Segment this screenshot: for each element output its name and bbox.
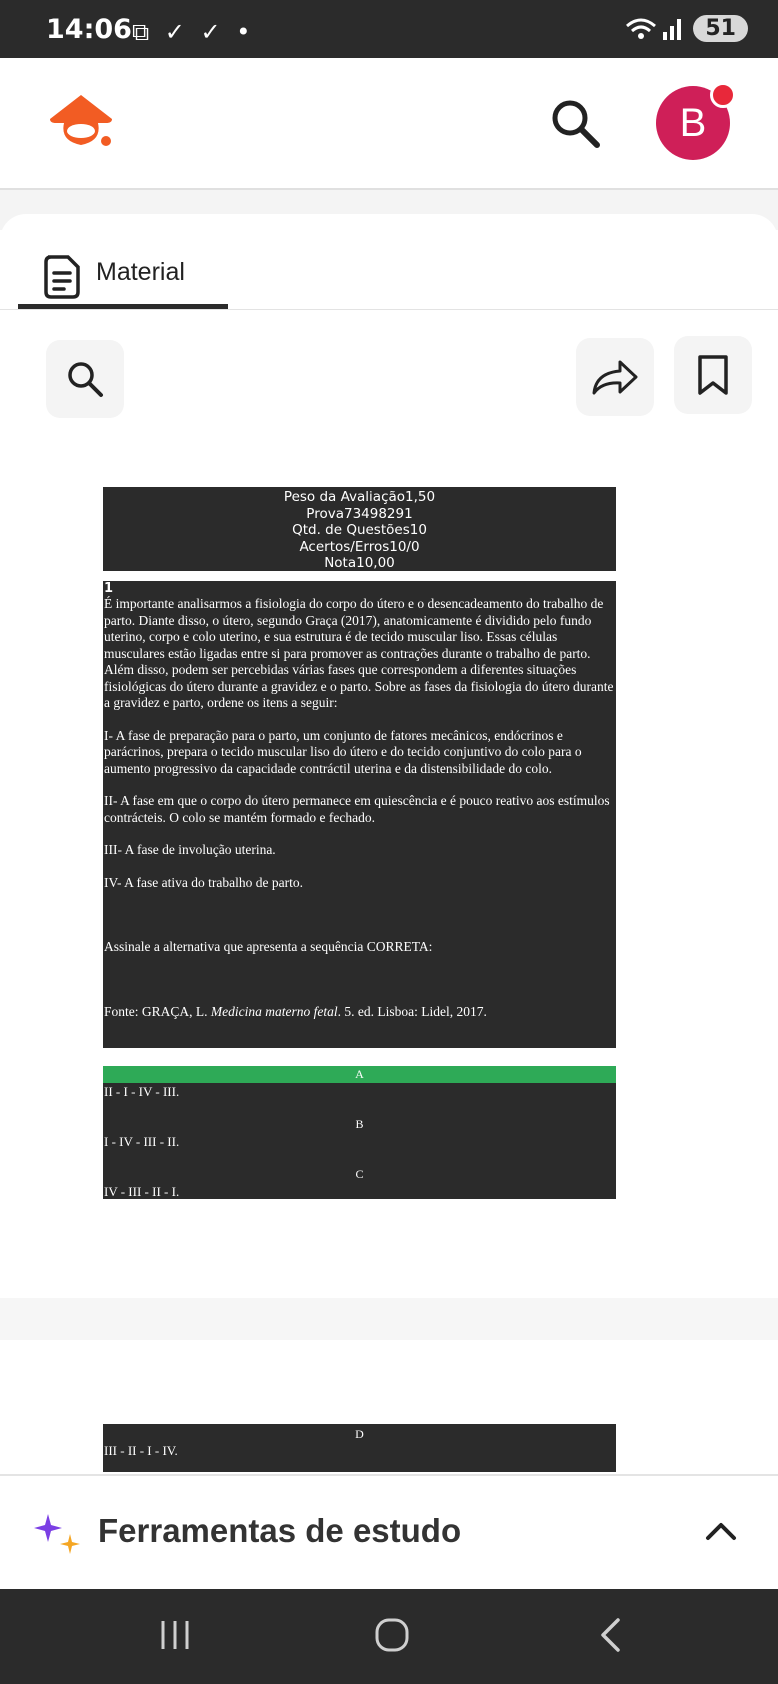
option-d-text: III - II - I - IV. — [104, 1443, 178, 1458]
summary-question-count: Qtd. de Questões10 — [292, 522, 427, 538]
question-item-3: III- A fase de involução uterina. — [104, 842, 276, 857]
search-icon — [65, 359, 105, 399]
system-nav-bar — [0, 1589, 778, 1684]
wifi-signal-icon — [625, 16, 683, 42]
source-title: Medicina materno fetal — [210, 1003, 338, 1019]
question-intro: É importante analisarmos a fisiologia do corpo do útero e o desencadeamento do trabalho de parto. Diante disso, o útero, segundo Graça (2017), anatomicamente é dividido pelo fundo uterino, corpo e colo uterino, e sua estrutura é de tecido muscular liso. Essas células musculares estão ligadas entre si para promover as contrações durante o trabalho de parto. Além disso, podem ser percebidas várias fases que correspondem a diferentes situações fisiológicas do útero durante a gravidez e o parto. Sobre as fases da fisiologia do útero durante a gravidez e parto, ordene os itens a seguir: — [104, 596, 614, 710]
answer-options — [103, 1066, 616, 1199]
chevron-up-icon[interactable] — [704, 1520, 738, 1542]
summary-exam: Prova73498291 — [306, 505, 413, 522]
brand-logo-icon[interactable] — [48, 93, 114, 149]
tab-material-label: Material — [96, 258, 185, 286]
page-gap — [0, 1298, 778, 1340]
battery-indicator: 51 — [693, 15, 748, 42]
notification-dot — [710, 82, 736, 108]
question-item-1: I- A fase de preparação para o parto, um conjunto de fatores mecânicos, endócrinos e parácrinos, prepara o tecido muscular liso do útero e do tecido conjuntivo do colo para o aumento progressivo da capacidade contráctil uterina e da distensibilidade do colo. — [104, 727, 582, 776]
question-block — [103, 581, 616, 1048]
answer-options-continued — [103, 1424, 616, 1472]
summary-grade: Nota10,00 — [324, 555, 395, 571]
status-notification-icons: ⧉ ✓ ✓ • — [132, 18, 255, 46]
status-time: 14:06 — [46, 14, 132, 45]
search-icon[interactable] — [548, 96, 602, 150]
bookmark-icon — [696, 354, 730, 396]
question-item-2: II- A fase em que o corpo do útero permanece em quiescência e é pouco reativo aos estímulos contrácteis. O colo se mantém formado e fechado. — [104, 793, 610, 825]
question-number: 1 — [104, 581, 114, 596]
share-arrow-icon — [590, 357, 640, 397]
home-icon[interactable] — [374, 1617, 410, 1653]
recent-apps-icon[interactable] — [158, 1617, 192, 1653]
bookmark-button[interactable] — [674, 336, 752, 414]
summary-hits-misses: Acertos/Erros10/0 — [299, 538, 420, 555]
tab-divider — [0, 309, 778, 310]
option-a-header: A — [103, 1066, 616, 1083]
share-button[interactable] — [576, 338, 654, 416]
option-c-text: IV - III - II - I. — [104, 1184, 180, 1199]
avatar[interactable]: B — [656, 86, 730, 160]
question-instruction: Assinale a alternativa que apresenta a sequência CORRETA: — [104, 939, 433, 954]
summary-weight: Peso da Avaliação1,50 — [283, 489, 436, 505]
app-header — [0, 58, 778, 190]
status-right — [625, 15, 748, 42]
status-bar — [0, 0, 778, 58]
option-a-text: II - I - IV - III. — [104, 1084, 180, 1099]
search-document-button[interactable] — [46, 340, 124, 418]
sparkle-icon — [32, 1512, 84, 1558]
option-d-header: D — [355, 1427, 364, 1441]
option-b-header: B — [355, 1117, 364, 1131]
question-source: Fonte: GRAÇA, L. Medicina materno fetal. 5. ed. Lisboa: Lidel, 2017. — [104, 1003, 487, 1019]
exam-summary — [103, 487, 616, 571]
study-tools-bar[interactable] — [0, 1474, 778, 1591]
study-tools-label: Ferramentas de estudo — [98, 1512, 462, 1549]
option-b-text: I - IV - III - II. — [104, 1134, 180, 1149]
document-icon — [42, 254, 82, 300]
back-icon[interactable] — [598, 1617, 624, 1653]
question-item-4: IV- A fase ativa do trabalho de parto. — [104, 874, 303, 890]
option-c-header: C — [355, 1167, 364, 1181]
